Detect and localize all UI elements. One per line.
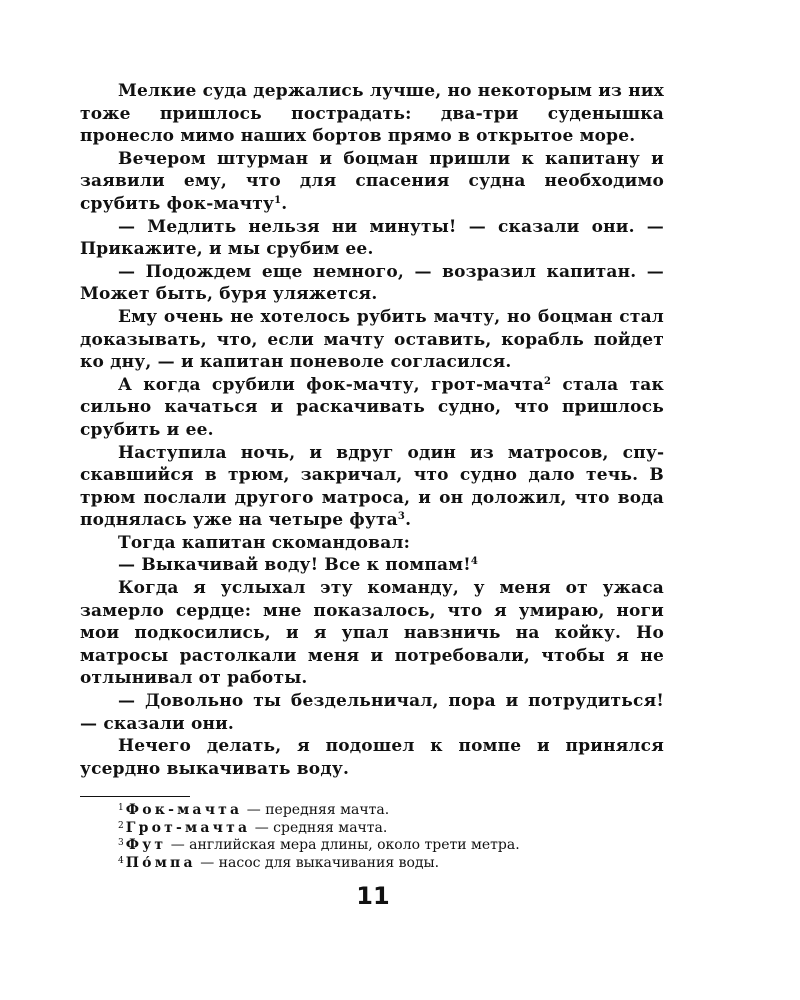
paragraph-3: — Медлить нельзя ни минуты! — сказали они. — Прикажите, и мы срубим ее. <box>80 216 664 260</box>
paragraph-2: Вечером штурман и боцман пришли к капитану и заявили ему, что для спасения судна необходимо срубить фок-мачту$^1$. <box>80 148 664 214</box>
footnote-ref-3[interactable]: 3 <box>397 511 406 523</box>
footnote-3: $^3$ Фут — английская мера длины, около трети метра. <box>118 837 520 854</box>
footnote-definition: — насос для выкачивания воды. <box>195 854 440 871</box>
footnote-2: $^2$ Грот-мачта — средняя мачта. <box>118 819 388 836</box>
paragraph-8: Тогда капитан скомандовал: <box>118 532 411 553</box>
paragraph-4: — Подождем еще немного, — возразил капитан. — Может быть, буря уляжется. <box>80 261 664 305</box>
footnote-definition: — средняя мачта. <box>250 819 388 836</box>
footnote-1: $^1$ Фок-мачта — передняя мачта. <box>118 802 390 818</box>
paragraph-5: Ему очень не хотелось рубить мачту, но боцман стал доказывать, что, если мачту оставить, корабль пойдет ко дну, — и капитан поневоле согласился. <box>80 306 664 373</box>
footnote-ref-2[interactable]: 2 <box>544 375 552 387</box>
paragraph-1: Мелкие суда держались лучше, но некоторым из них тоже пришлось пострадать: два-три суденышка пронесло мимо наших бортов прямо в открытое море. <box>80 81 664 147</box>
footnote-term: Фок-мачта <box>125 802 243 818</box>
footnote-definition: — передняя мачта. <box>242 802 390 818</box>
paragraph-12: Нечего делать, я подошел к помпе и принялся усердно выкачивать воду. <box>80 736 664 779</box>
page-number: 11 <box>356 882 390 910</box>
paragraph-6: А когда срубили фок-мачту, грот-мачта$^2$ стала так сильно качаться и раскачивать судно, что пришлось срубить и ее. <box>80 374 664 440</box>
footnote-term: По́мпа <box>125 854 196 871</box>
paragraph-9: — Выкачивай воду! Все к помпам!$^4$ <box>118 555 479 576</box>
main-text <box>80 80 664 780</box>
footnote-term: Грот-мачта <box>125 819 251 836</box>
footnotes <box>118 802 678 872</box>
paragraph-7: Наступила ночь, и вдруг один из матросов, спускавшийся в трюм, закричал, что судно дало течь. В трюм послали другого матроса, и он доложил, что вода поднялась уже на четыре фута$^3$. <box>80 442 664 531</box>
footnote-term: Фут <box>125 837 167 854</box>
footnote-4: $^4$ По́мпа — насос для выкачивания воды. <box>118 854 440 871</box>
footnote-definition: — английская мера длины, около трети метра. <box>166 837 520 854</box>
paragraph-10: Когда я услыхал эту команду, у меня от ужаса замерло сердце: мне показалось, что я умираю, ноги мои подкосились, и я упал навзничь на койку. Но матросы растолкали меня и потребовали, чтобы я не отлынивал от работы. <box>80 578 664 689</box>
paragraph-11: — Довольно ты бездельничал, пора и потрудиться! — сказали они. <box>80 691 664 734</box>
footnote-ref-4[interactable]: 4 <box>470 556 479 568</box>
footnote-divider <box>80 796 190 797</box>
footnote-ref-1[interactable]: 1 <box>274 194 282 206</box>
